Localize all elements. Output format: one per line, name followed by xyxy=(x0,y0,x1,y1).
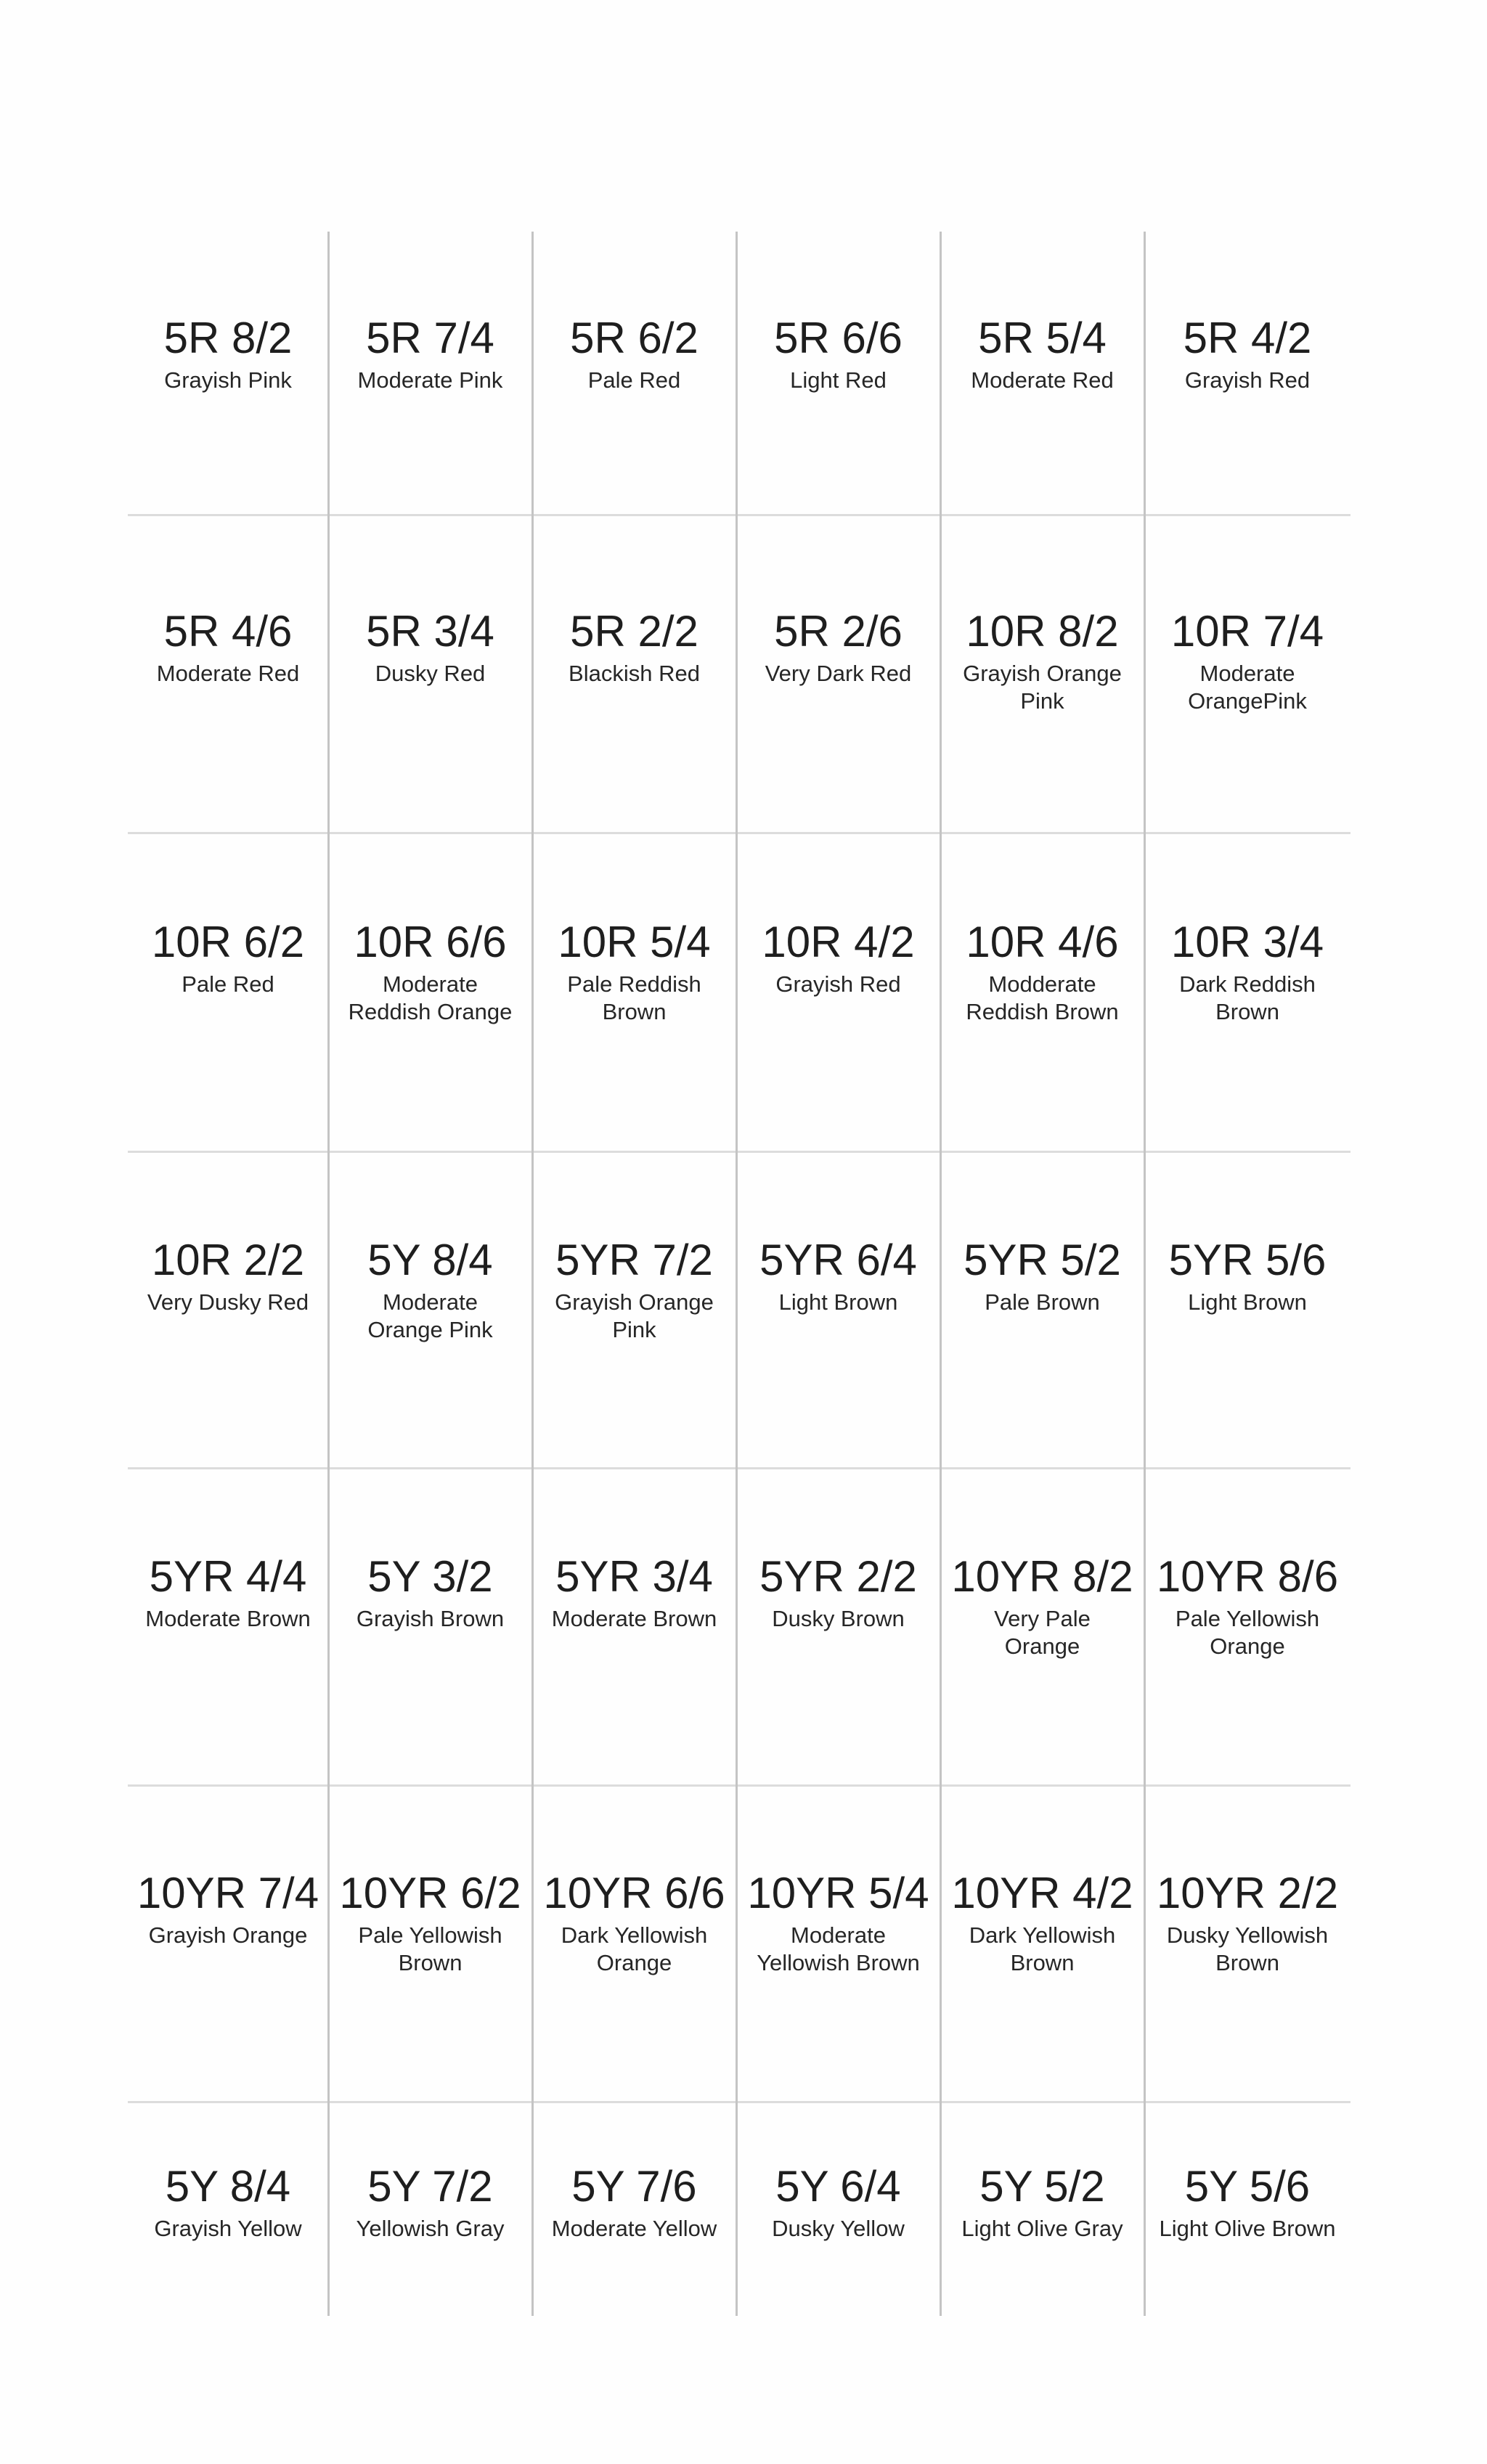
color-name: Grayish Orange Pink xyxy=(555,1289,714,1342)
color-name: Light Brown xyxy=(1188,1289,1307,1315)
munsell-code: 5YR 4/4 xyxy=(149,1552,307,1601)
munsell-code: 5YR 5/2 xyxy=(964,1236,1121,1284)
munsell-code: 10R 8/2 xyxy=(966,607,1119,656)
color-name: Very Dusky Red xyxy=(147,1289,309,1315)
color-name: Moderate Yellow xyxy=(551,2216,717,2241)
munsell-code: 10YR 6/6 xyxy=(543,1869,725,1917)
munsell-code: 10YR 8/6 xyxy=(1156,1552,1339,1601)
color-name: Grayish Red xyxy=(775,971,901,997)
color-name: Moderate Brown xyxy=(145,1606,311,1631)
color-name: Pale Yellowish Orange xyxy=(1175,1606,1320,1659)
munsell-code: 10YR 4/2 xyxy=(951,1869,1133,1917)
munsell-code: 10YR 5/4 xyxy=(747,1869,929,1917)
munsell-code: 5YR 7/2 xyxy=(555,1236,713,1284)
color-name: Pale Red xyxy=(182,971,274,997)
color-name: Moderate Yellowish Brown xyxy=(757,1922,920,1975)
munsell-code: 5R 2/6 xyxy=(774,607,903,656)
munsell-code: 5Y 5/6 xyxy=(1184,2162,1311,2211)
swatch-cell xyxy=(532,917,736,1026)
munsell-code: 5Y 8/4 xyxy=(367,1236,493,1284)
munsell-code: 5R 6/2 xyxy=(570,314,698,362)
munsell-code: 5Y 7/2 xyxy=(367,2162,493,2211)
color-name: Moderate OrangePink xyxy=(1188,661,1307,714)
color-name: Moderate Orange Pink xyxy=(367,1289,493,1342)
swatch-cell xyxy=(1144,1235,1350,1316)
swatch-cell xyxy=(532,1551,736,1633)
swatch-cell xyxy=(328,1551,532,1633)
color-name: Light Red xyxy=(790,367,887,393)
color-name: Yellowish Gray xyxy=(356,2216,505,2241)
swatch-cell xyxy=(128,313,328,394)
swatch-cell xyxy=(328,1868,532,1977)
munsell-code: 5R 3/4 xyxy=(366,607,494,656)
munsell-code: 10YR 2/2 xyxy=(1156,1869,1339,1917)
color-name: Moderate Red xyxy=(156,661,300,686)
munsell-code: 5Y 7/6 xyxy=(571,2162,697,2211)
swatch-cell xyxy=(940,313,1144,394)
munsell-code: 10R 5/4 xyxy=(558,918,711,966)
munsell-code: 10R 2/2 xyxy=(151,1236,305,1284)
swatch-cell xyxy=(128,1868,328,1949)
swatch-cell xyxy=(532,1868,736,1977)
color-name: Dusky Yellow xyxy=(772,2216,905,2241)
swatch-cell xyxy=(736,917,940,998)
swatch-cell xyxy=(736,1235,940,1316)
color-name: Grayish Orange xyxy=(148,1922,308,1948)
swatch-cell xyxy=(128,1551,328,1633)
color-chart-grid xyxy=(128,232,1350,2316)
munsell-code: 5Y 5/2 xyxy=(979,2162,1105,2211)
swatch-cell xyxy=(1144,1551,1350,1660)
color-name: Light Olive Brown xyxy=(1159,2216,1336,2241)
row-divider xyxy=(128,1151,1350,1153)
swatch-cell xyxy=(736,313,940,394)
munsell-code: 5R 8/2 xyxy=(163,314,293,362)
color-name: Blackish Red xyxy=(569,661,700,686)
color-name: Grayish Pink xyxy=(164,367,292,393)
color-name: Dark Yellowish Orange xyxy=(561,1922,708,1975)
munsell-code: 10R 4/6 xyxy=(966,918,1119,966)
color-name: Moderate Brown xyxy=(551,1606,717,1631)
munsell-code: 5R 5/4 xyxy=(978,314,1107,362)
munsell-code: 10R 6/6 xyxy=(354,918,507,966)
swatch-cell xyxy=(532,606,736,688)
color-name: Grayish Orange Pink xyxy=(963,661,1122,714)
munsell-code: 5R 2/2 xyxy=(570,607,698,656)
color-name: Dusky Red xyxy=(375,661,486,686)
munsell-code: 5YR 5/6 xyxy=(1168,1236,1327,1284)
munsell-code: 10YR 8/2 xyxy=(951,1552,1133,1601)
munsell-code: 5R 6/6 xyxy=(774,314,903,362)
color-name: Dusky Yellowish Brown xyxy=(1166,1922,1329,1975)
munsell-code: 5YR 3/4 xyxy=(555,1552,713,1601)
swatch-cell xyxy=(1144,606,1350,715)
color-name: Pale Red xyxy=(587,367,681,393)
color-name: Modderate Reddish Brown xyxy=(966,971,1119,1024)
munsell-code: 10R 6/2 xyxy=(151,918,305,966)
swatch-cell xyxy=(940,606,1144,715)
swatch-cell xyxy=(1144,2161,1350,2243)
color-name: Dark Reddish Brown xyxy=(1179,971,1316,1024)
swatch-cell xyxy=(532,313,736,394)
swatch-cell xyxy=(128,2161,328,2243)
color-name: Moderate Red xyxy=(971,367,1114,393)
swatch-cell xyxy=(940,2161,1144,2243)
color-name: Moderate Pink xyxy=(357,367,503,393)
swatch-cell xyxy=(128,1235,328,1316)
swatch-cell xyxy=(328,1235,532,1344)
munsell-code: 5R 4/6 xyxy=(163,607,293,656)
munsell-code: 10YR 7/4 xyxy=(137,1869,319,1917)
color-name: Pale Yellowish Brown xyxy=(358,1922,502,1975)
color-name: Grayish Yellow xyxy=(154,2216,302,2241)
row-divider xyxy=(128,2101,1350,2103)
swatch-cell xyxy=(128,917,328,998)
color-name: Moderate Reddish Orange xyxy=(348,971,513,1024)
swatch-cell xyxy=(328,917,532,1026)
swatch-cell xyxy=(328,313,532,394)
color-name: Very Dark Red xyxy=(765,661,912,686)
swatch-cell xyxy=(940,1551,1144,1660)
row-divider xyxy=(128,1784,1350,1787)
munsell-code: 10R 3/4 xyxy=(1170,918,1324,966)
color-name: Grayish Red xyxy=(1184,367,1311,393)
swatch-cell xyxy=(1144,1868,1350,1977)
swatch-cell xyxy=(940,917,1144,1026)
swatch-cell xyxy=(940,1235,1144,1316)
swatch-cell xyxy=(1144,917,1350,1026)
color-name: Pale Brown xyxy=(985,1289,1100,1315)
row-divider xyxy=(128,514,1350,516)
munsell-code: 5Y 8/4 xyxy=(165,2162,291,2211)
munsell-code: 10YR 6/2 xyxy=(339,1869,521,1917)
row-divider xyxy=(128,832,1350,834)
munsell-code: 10R 4/2 xyxy=(762,918,915,966)
swatch-cell xyxy=(328,606,532,688)
color-name: Dusky Brown xyxy=(772,1606,905,1631)
swatch-cell xyxy=(736,1551,940,1633)
swatch-cell xyxy=(532,1235,736,1344)
swatch-cell xyxy=(736,1868,940,1977)
color-name: Dark Yellowish Brown xyxy=(969,1922,1116,1975)
munsell-code: 5R 4/2 xyxy=(1183,314,1312,362)
color-name: Light Brown xyxy=(778,1289,898,1315)
munsell-code: 5Y 3/2 xyxy=(367,1552,493,1601)
munsell-code: 5R 7/4 xyxy=(366,314,494,362)
row-divider xyxy=(128,1467,1350,1469)
color-name: Grayish Brown xyxy=(356,1606,505,1631)
munsell-code: 10R 7/4 xyxy=(1170,607,1324,656)
swatch-cell xyxy=(328,2161,532,2243)
swatch-cell xyxy=(128,606,328,688)
swatch-cell xyxy=(940,1868,1144,1977)
swatch-cell xyxy=(736,2161,940,2243)
color-name: Very Pale Orange xyxy=(994,1606,1091,1659)
munsell-code: 5Y 6/4 xyxy=(775,2162,901,2211)
munsell-code: 5YR 2/2 xyxy=(759,1552,917,1601)
swatch-cell xyxy=(1144,313,1350,394)
color-name: Light Olive Gray xyxy=(961,2216,1123,2241)
munsell-code: 5YR 6/4 xyxy=(759,1236,917,1284)
swatch-cell xyxy=(736,606,940,688)
color-name: Pale Reddish Brown xyxy=(567,971,701,1024)
swatch-cell xyxy=(532,2161,736,2243)
